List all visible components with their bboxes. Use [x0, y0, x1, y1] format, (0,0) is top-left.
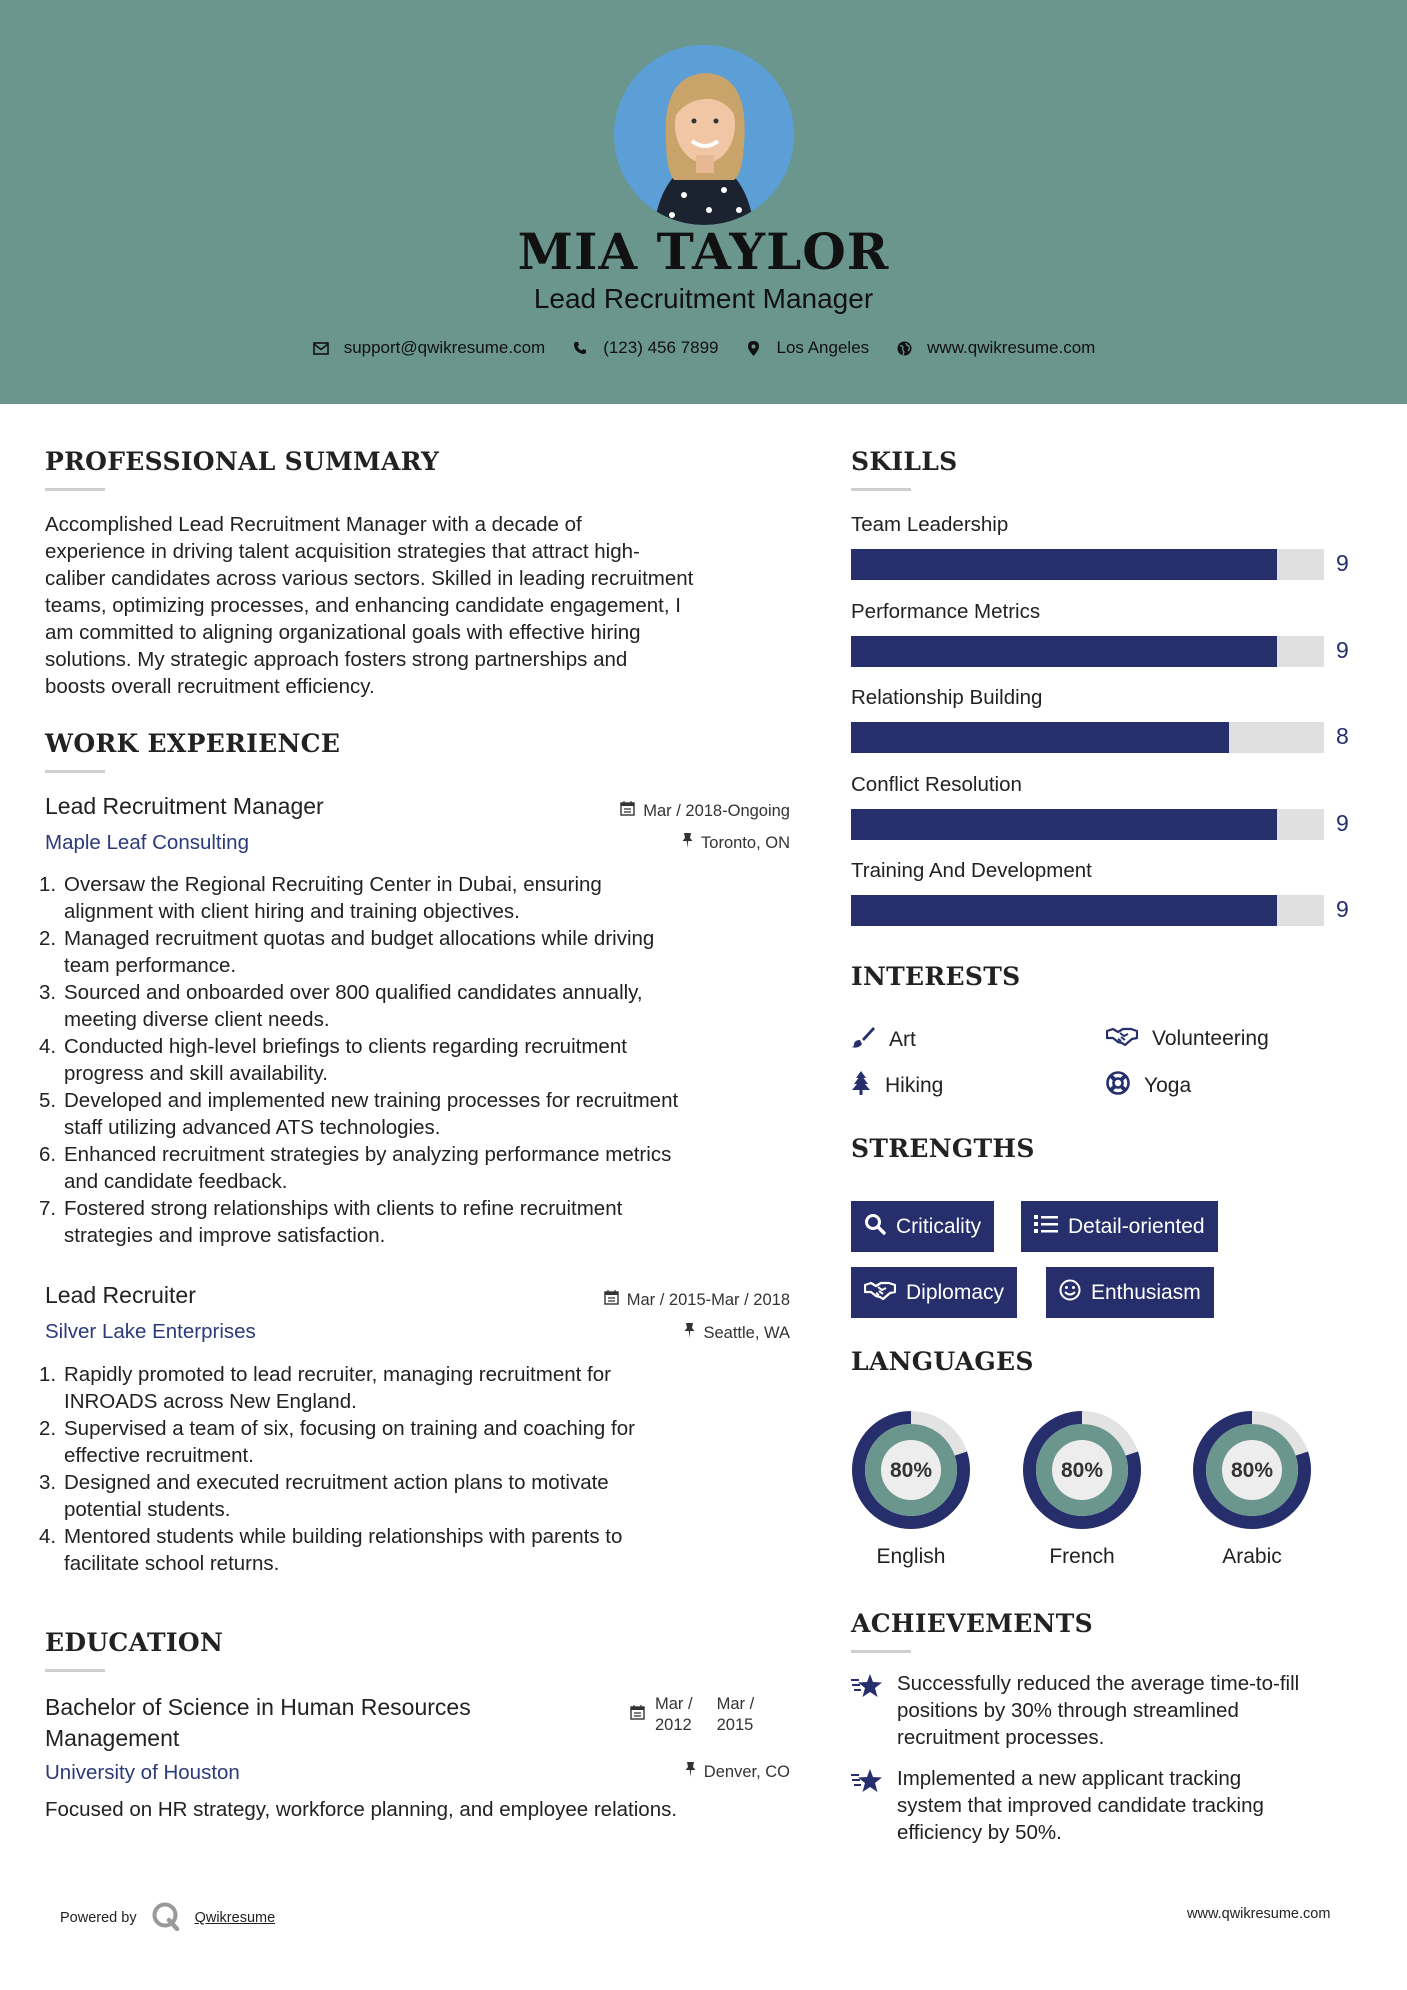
profile-photo — [614, 45, 794, 225]
job-date-text: Mar / 2018-Ongoing — [643, 801, 790, 820]
strength-badge — [1021, 1201, 1218, 1252]
achievement-item — [851, 1765, 1407, 1846]
tree-icon — [851, 1071, 871, 1101]
language-percent: 80% — [889, 1459, 933, 1482]
interests-heading: INTERESTS — [851, 962, 1021, 991]
summary-line: caliber candidates across various sectors. Skilled in leading recruitment — [45, 567, 694, 590]
education-underline — [45, 1669, 105, 1672]
star-icon — [851, 1670, 883, 1751]
pin-icon — [685, 1762, 696, 1782]
job-duties-list — [39, 1361, 815, 1577]
summary-line: experience in driving talent acquisition strategies that attract high- — [45, 540, 640, 563]
job-duties-list — [39, 871, 815, 1249]
interest-item — [851, 1026, 916, 1054]
list-item: 4. Conducted high-level briefings to clients regarding recruitment progress and skill availability. — [39, 1035, 627, 1085]
skills-heading: SKILLS — [851, 447, 958, 476]
strengths-heading: STRENGTHS — [851, 1134, 1035, 1163]
candidate-name: MIA TAYLOR — [517, 222, 890, 281]
job-location-text: Toronto, ON — [701, 833, 790, 852]
job-date-text: Mar / 2015-Mar / 2018 — [626, 1290, 790, 1309]
summary-line: boosts overall recruitment efficiency. — [45, 675, 375, 698]
smile-icon — [1059, 1279, 1081, 1307]
experience-heading: WORK EXPERIENCE — [45, 729, 341, 758]
skill-label: Conflict Resolution — [851, 772, 1022, 796]
summary-line: solutions. My strategic approach fosters strong partnerships and — [45, 648, 628, 671]
summary-heading: PROFESSIONAL SUMMARY — [45, 447, 440, 476]
brand-link[interactable]: Qwikresume — [194, 1910, 276, 1926]
globe-icon — [895, 339, 913, 357]
interest-item — [1106, 1071, 1191, 1101]
list-item: 3. Designed and executed recruitment action plans to motivate potential students. — [39, 1471, 609, 1521]
skill-bar-fill — [851, 636, 1277, 667]
strength-label: Criticality — [896, 1214, 982, 1238]
experience-underline — [45, 770, 105, 773]
calendar-icon — [604, 1290, 619, 1310]
education-start: Mar / 2012 — [655, 1695, 693, 1734]
interest-label: Volunteering — [1152, 1027, 1269, 1050]
job-location — [602, 1323, 790, 1343]
interest-label: Yoga — [1144, 1074, 1192, 1097]
pin-icon — [682, 833, 693, 853]
language-ring — [1191, 1409, 1313, 1531]
interest-label: Art — [889, 1028, 916, 1051]
list-item: 1. Oversaw the Regional Recruiting Center in Dubai, ensuring alignment with client hiring and training objectives. — [39, 873, 602, 923]
language-name: English — [876, 1545, 946, 1568]
list-item: 5. Developed and implemented new training processes for recruitment staff utilizing advanced ATS technologies. — [39, 1089, 679, 1139]
list-item: 2. Managed recruitment quotas and budget allocations while driving team performance. — [39, 927, 655, 977]
header-banner — [0, 0, 1407, 404]
job-date — [572, 1290, 790, 1310]
company-name: Silver Lake Enterprises — [45, 1320, 256, 1343]
skill-value: 9 — [1336, 896, 1349, 922]
summary-underline — [45, 488, 105, 491]
language-name: French — [1049, 1545, 1115, 1568]
education-end: Mar / 2015 — [716, 1695, 755, 1734]
map-pin-icon — [745, 339, 763, 357]
footer-url[interactable]: www.qwikresume.com — [1187, 1906, 1331, 1922]
degree-line: Management — [45, 1725, 180, 1751]
pin-icon — [684, 1323, 695, 1343]
strength-badge — [851, 1267, 1017, 1318]
summary-line: teams, optimizing processes, and enhancing candidate engagement, I — [45, 594, 681, 617]
skill-bar-fill — [851, 809, 1277, 840]
contact-phone[interactable]: (123) 456 7899 — [603, 338, 719, 357]
education-description: Focused on HR strategy, workforce planning, and employee relations. — [45, 1798, 678, 1821]
qwikresume-logo-icon — [151, 1901, 181, 1935]
paintbrush-icon — [851, 1026, 875, 1054]
skill-label: Relationship Building — [851, 686, 1043, 709]
list-item: 1. Rapidly promoted to lead recruiter, managing recruitment for INROADS across New England. — [39, 1363, 611, 1413]
job-location — [602, 833, 790, 853]
skill-label: Training And Development — [851, 859, 1092, 882]
achievement-text: Successfully reduced the average time-to-fill positions by 30% through streamlined recruitment processes. — [897, 1672, 1300, 1749]
skill-label: Performance Metrics — [851, 599, 1041, 623]
company-name: Maple Leaf Consulting — [45, 831, 249, 854]
language-percent: 80% — [1230, 1459, 1274, 1482]
star-icon — [851, 1765, 883, 1846]
education-location — [602, 1762, 790, 1782]
contact-bar — [0, 338, 1407, 358]
degree-line: Bachelor of Science in Human Resources — [45, 1694, 471, 1720]
skills-underline — [851, 488, 911, 491]
skill-value: 8 — [1336, 723, 1349, 749]
candidate-title: Lead Recruitment Manager — [533, 283, 874, 314]
envelope-icon — [312, 339, 330, 357]
strength-label: Diplomacy — [906, 1280, 1005, 1304]
skill-value: 9 — [1336, 636, 1349, 663]
list-item: 6. Enhanced recruitment strategies by analyzing performance metrics and candidate feedback. — [39, 1143, 672, 1193]
skill-bar-track — [851, 636, 1324, 667]
education-heading: EDUCATION — [45, 1628, 224, 1657]
language-percent: 80% — [1060, 1459, 1104, 1482]
list-icon — [1034, 1214, 1058, 1240]
strength-label: Detail-oriented — [1068, 1214, 1205, 1238]
lifebuoy-icon — [1106, 1071, 1130, 1101]
skill-bar-fill — [851, 895, 1277, 926]
achievements-heading: ACHIEVEMENTS — [851, 1609, 1093, 1638]
achievement-item — [851, 1670, 1407, 1751]
skill-value: 9 — [1336, 550, 1349, 576]
strength-badge — [851, 1201, 994, 1252]
degree-title — [45, 1692, 471, 1754]
job-title: Lead Recruiter — [45, 1282, 196, 1308]
interest-label: Hiking — [885, 1074, 944, 1097]
skill-bar-track — [851, 722, 1324, 753]
calendar-icon — [630, 1705, 645, 1726]
search-icon — [864, 1213, 886, 1241]
job-title: Lead Recruitment Manager — [45, 793, 324, 819]
summary-line: am committed to aligning organizational goals with effective hiring — [45, 621, 641, 644]
list-item: 4. Mentored students while building relationships with parents to facilitate school returns. — [39, 1525, 623, 1575]
skill-bar-track — [851, 895, 1324, 926]
contact-location: Los Angeles — [776, 338, 870, 357]
language-ring — [1021, 1409, 1143, 1531]
calendar-icon — [620, 801, 635, 821]
interest-item — [1106, 1026, 1269, 1052]
summary-text — [45, 511, 805, 700]
list-item: 2. Supervised a team of six, focusing on training and coaching for effective recruitment. — [39, 1417, 635, 1467]
achievements-underline — [851, 1650, 911, 1653]
handshake-icon — [864, 1280, 896, 1306]
contact-email[interactable]: support@qwikresume.com — [343, 338, 546, 357]
strength-badge — [1046, 1267, 1214, 1318]
languages-heading: LANGUAGES — [851, 1347, 1034, 1376]
skill-bar-track — [851, 549, 1324, 580]
interest-item — [851, 1071, 943, 1101]
job-location-text: Seattle, WA — [703, 1323, 790, 1342]
language-ring — [850, 1409, 972, 1531]
skill-bar-fill — [851, 722, 1229, 753]
strength-label: Enthusiasm — [1091, 1280, 1201, 1304]
skill-bar-fill — [851, 549, 1277, 580]
language-name: Arabic — [1222, 1545, 1282, 1568]
school-name: University of Houston — [45, 1761, 240, 1784]
handshake-icon — [1106, 1026, 1138, 1052]
education-location-text: Denver, CO — [703, 1762, 790, 1781]
footer-powered-by — [60, 1901, 275, 1935]
education-date — [630, 1694, 754, 1736]
achievement-text: Implemented a new applicant tracking system that improved candidate tracking efficiency by 50%. — [897, 1767, 1264, 1844]
skill-value: 9 — [1336, 809, 1349, 836]
powered-by-label: Powered by — [60, 1910, 137, 1926]
phone-icon — [571, 339, 589, 357]
skill-bar-track — [851, 809, 1324, 840]
list-item: 3. Sourced and onboarded over 800 qualified candidates annually, meeting diverse client needs. — [39, 981, 643, 1031]
job-date — [602, 801, 790, 821]
summary-line: Accomplished Lead Recruitment Manager with a decade of — [45, 513, 582, 536]
skill-label: Team Leadership — [851, 513, 1009, 536]
contact-website[interactable]: www.qwikresume.com — [927, 338, 1096, 357]
list-item: 7. Fostered strong relationships with clients to refine recruitment strategies and improve satisfaction. — [39, 1197, 623, 1247]
